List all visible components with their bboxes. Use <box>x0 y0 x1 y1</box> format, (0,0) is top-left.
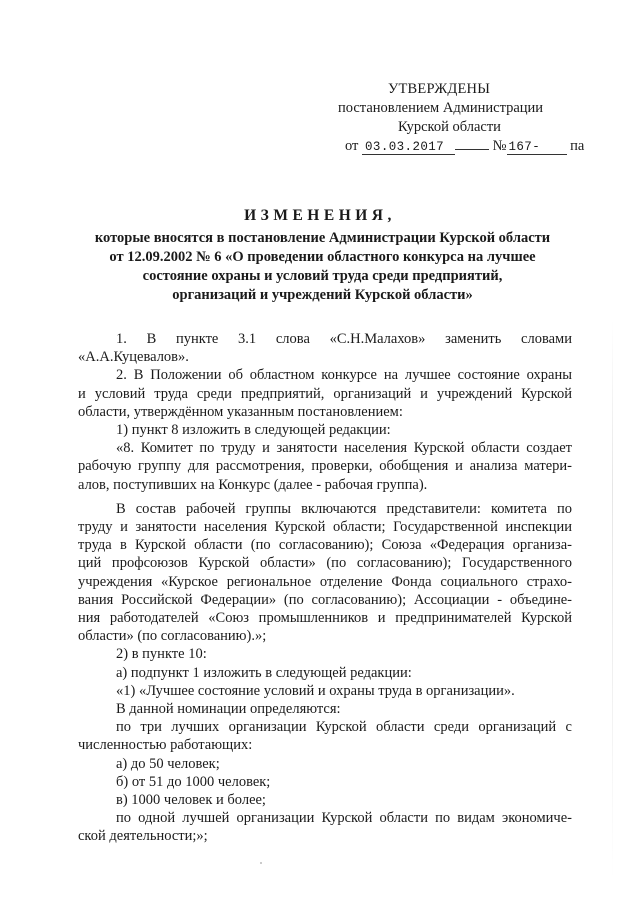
subtitle-line: состояние охраны и условий труда среди предприятий, <box>142 268 503 284</box>
subtitle-line: которые вносятся в постановление Администрации Курской области <box>94 230 551 246</box>
body-line: ской деятельности;»; <box>78 828 208 845</box>
body-line: ния работодателей «Союз промышленников и предпринимателей Курской <box>78 610 572 627</box>
approval-heading: УТВЕРЖДЕНЫ <box>388 81 491 97</box>
body-line: «8. Комитет по труду и занятости населения Курской области создает <box>116 440 572 457</box>
body-line: в) 1000 человек и более; <box>116 792 266 809</box>
body-line: а) до 50 человек; <box>116 755 220 772</box>
body-line: численностью работающих: <box>78 737 253 754</box>
body-line: а) подпункт 1 изложить в следующей редакции: <box>116 664 412 681</box>
body-line: 2. В Положении об областном конкурсе на лучшее состояние охраны <box>116 367 572 384</box>
body-line: В состав рабочей группы включаются представители: комитета по <box>116 500 572 517</box>
approval-date: 03.03.2017 <box>362 140 455 155</box>
body-line: ций профсоюзов Курской области» (по согласованию); Государственного <box>78 555 572 572</box>
approval-issuer: постановлением Администрации <box>338 100 544 116</box>
body-line: 1. В пункте 3.1 слова «С.Н.Малахов» заменить словами <box>116 331 572 347</box>
body-line: труду и занятости населения Курской области; Государственной инспекции <box>78 519 572 536</box>
number-prefix: № <box>492 138 507 154</box>
body-line: 2) в пункте 10: <box>116 646 207 663</box>
approval-date-number <box>330 137 590 156</box>
body-line: труда в Курской области (по согласованию); Союза «Федерация организа- <box>78 537 572 554</box>
body-line: по одной лучшей организации Курской области по видам экономиче- <box>116 810 572 827</box>
approval-number: 167- <box>507 140 567 155</box>
body-line: «1) «Лучшее состояние условий и охраны труда в организации». <box>116 682 515 699</box>
approval-region: Курской области <box>398 119 501 135</box>
body-line: «А.А.Куцевалов». <box>78 349 189 366</box>
date-prefix: от <box>345 138 359 154</box>
body-line: рабочую группу для рассмотрения, проверки, обобщения и анализа матери- <box>78 458 572 475</box>
body-line: области» (по согласованию).»; <box>78 628 267 645</box>
body-line: области, утверждённом указанным постановлением: <box>78 403 403 420</box>
document-subtitle <box>70 229 575 305</box>
body-line: учреждения «Курское региональное отделение Фонда социального страхо- <box>78 573 572 590</box>
document-title: ИЗМЕНЕНИЯ, <box>244 207 396 224</box>
body-line: по три лучших организации Курской области среди организаций с <box>116 719 572 736</box>
body-line: В данной номинации определяются: <box>116 701 341 718</box>
scan-speck <box>260 862 262 864</box>
body-line: вания Российской Федерации» (по согласованию); Ассоциации - объедине- <box>78 591 572 608</box>
subtitle-line: от 12.09.2002 № 6 «О проведении областного конкурса на лучшее <box>109 249 536 265</box>
document-body <box>78 330 572 846</box>
body-line: б) от 51 до 1000 человек; <box>116 773 271 790</box>
subtitle-line: организаций и учреждений Курской области» <box>172 287 473 303</box>
scan-margin-line <box>612 320 613 880</box>
body-line: и условий труда среди предприятий, организаций и учреждений Курской <box>78 385 572 402</box>
number-suffix: па <box>570 138 585 154</box>
body-line: 1) пункт 8 изложить в следующей редакции: <box>116 422 391 439</box>
approval-block <box>330 80 590 156</box>
body-line: алов, поступивших на Конкурс (далее - рабочая группа). <box>78 476 428 493</box>
date-underline-spacer <box>455 149 489 150</box>
